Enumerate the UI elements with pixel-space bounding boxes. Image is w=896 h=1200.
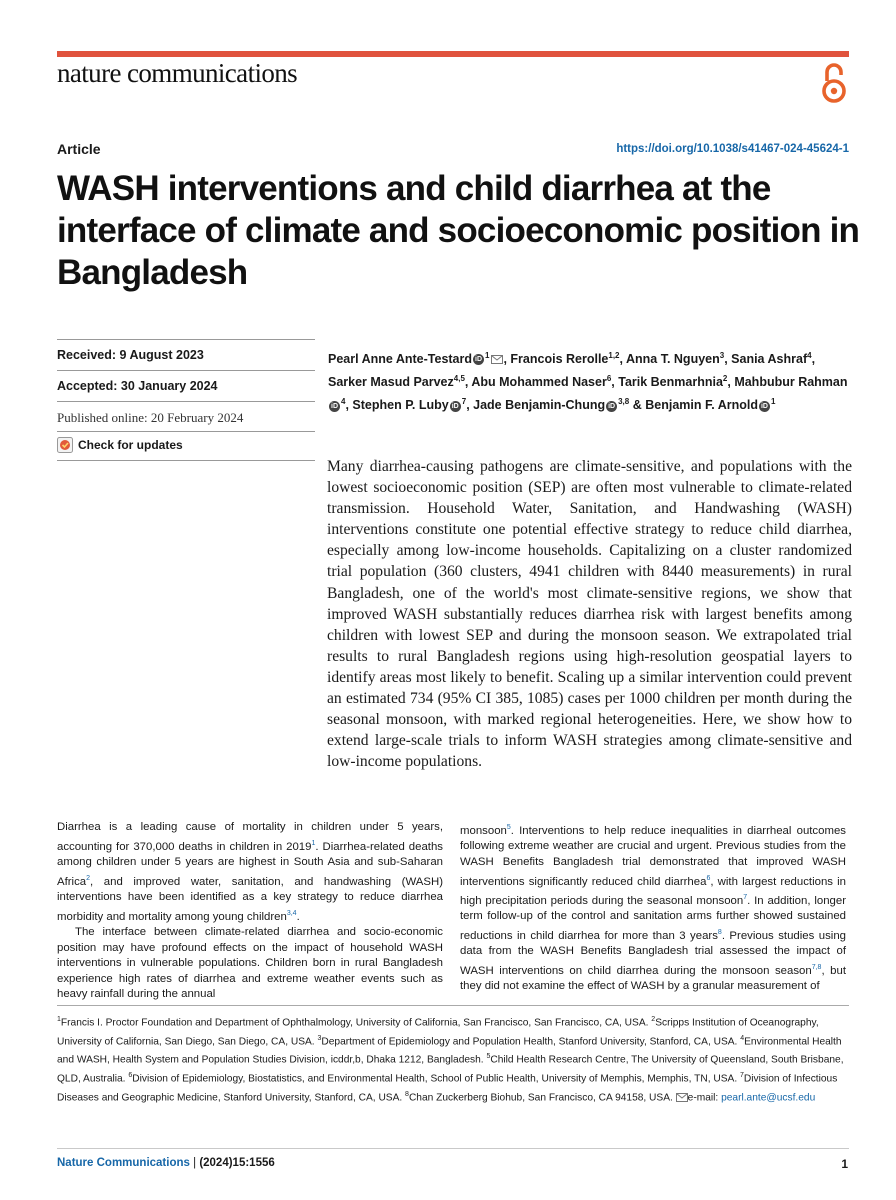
body-column-left — [57, 820, 443, 1003]
page-number: 1 — [841, 1157, 848, 1171]
author-name[interactable]: Sania Ashraf — [731, 352, 808, 367]
body-text: monsoon — [460, 824, 507, 837]
footer-divider — [57, 1148, 849, 1149]
orcid-icon[interactable]: iD — [608, 402, 616, 410]
citation-ref[interactable]: 7,8 — [811, 963, 822, 971]
footer — [57, 1157, 275, 1169]
author-name[interactable]: Jade Benjamin-Chung — [473, 398, 606, 413]
affiliations-footnote — [57, 1012, 851, 1105]
citation-ref[interactable]: 3,4 — [286, 909, 297, 917]
affiliation-text: Child Health Research Centre, The University of Queensland, South Brisbane, QLD, Australia. — [57, 1054, 844, 1085]
meta-divider — [57, 460, 315, 461]
citation-ref[interactable]: 2 — [86, 874, 91, 882]
affiliation-text: Francis I. Proctor Foundation and Department of Ophthalmology, University of California, San Francisco, San Francisco, CA, USA. — [60, 1017, 652, 1029]
affiliation-ref: 7 — [461, 397, 467, 407]
author-name[interactable]: Mahbubur Rahman — [734, 375, 848, 390]
orcid-icon[interactable]: iD — [760, 402, 768, 410]
body-text: . Interventions to help reduce inequalities in diarrheal outcomes following extreme weather are crucial and urgent. Previous studies from the WASH Benefits Bangladesh trial demonstrated that improved WASH interventions significantly reduced child diarrhea — [460, 824, 846, 888]
body-paragraph — [460, 820, 846, 995]
body-text: . Previous studies using data from the WASH Benefits Bangladesh trial assessed the impact of WASH interventions on child diarrhea during the monsoon season — [460, 929, 846, 977]
affiliation-number: 6 — [128, 1072, 133, 1080]
article-type-label: Article — [57, 141, 101, 157]
email-icon[interactable] — [491, 355, 503, 364]
affiliation-number: 4 — [740, 1034, 745, 1042]
check-updates-icon — [57, 437, 73, 453]
affiliation-ref: 6 — [606, 374, 612, 384]
body-text: . In addition, longer term follow-up of the control and sanitation arms further showed sustained reductions in child diarrhea for more than 3 years — [460, 894, 846, 942]
affiliation-number: 2 — [651, 1016, 656, 1023]
author-name[interactable]: Abu Mohammed Naser — [471, 375, 607, 390]
doi-link[interactable]: https://doi.org/10.1038/s41467-024-45624-1 — [616, 143, 849, 155]
affiliation-number: 3 — [317, 1034, 322, 1042]
citation-ref[interactable]: 6 — [706, 874, 711, 882]
check-updates-label: Check for updates — [78, 438, 183, 452]
citation-ref[interactable]: 8 — [717, 928, 722, 936]
header-accent-bar — [57, 51, 849, 57]
footer-journal-link[interactable]: Nature Communications — [57, 1157, 190, 1169]
affiliation-ref: 4 — [341, 397, 346, 407]
article-title: WASH interventions and child diarrhea at the interface of climate and socioeconomic position in Bangladesh — [57, 169, 860, 292]
orcid-icon[interactable]: iD — [331, 402, 338, 410]
body-column-right — [460, 820, 846, 995]
author-conjunction: & — [632, 398, 642, 413]
check-for-updates-button[interactable] — [57, 437, 183, 453]
citation-ref[interactable]: 5 — [506, 824, 511, 831]
body-paragraph: The interface between climate-related diarrhea and socio-economic position may have profound effects on the impact of household WASH interventions in vulnerable populations. Children born in rural Bangladesh experience high rates of diarrhea and extreme weather events such as heavy rainfall during the annual — [57, 925, 443, 1001]
affiliation-ref: 1 — [485, 351, 490, 360]
body-text: , with largest reductions in high precipitation periods during the seasonal monsoon — [460, 875, 846, 907]
affiliation-ref: 2 — [722, 374, 728, 384]
affiliation-number: 7 — [739, 1072, 744, 1080]
accepted-date: Accepted: 30 January 2024 — [57, 379, 218, 393]
email-link[interactable]: pearl.ante@ucsf.edu — [721, 1092, 816, 1104]
orcid-icon[interactable]: iD — [475, 356, 483, 364]
affiliation-text: Environmental Health and WASH, Health System and Population Studies Division, icddr,b, Dhaka 1212, Bangladesh. — [57, 1036, 842, 1066]
body-text: , and improved water, sanitation, and handwashing (WASH) interventions have been identified as a key strategy to reduce diarrhea morbidity and mortality among young children — [57, 875, 443, 923]
affiliation-ref: 4 — [807, 351, 812, 360]
abstract: Many diarrhea-causing pathogens are climate-sensitive, and populations with the lowest socioeconomic position (SEP) are often most vulnerable to climate-related transmission. Household Water, Sanitation, and Handwashing (WASH) interventions constitute one potential effective strategy to reduce child diarrhea, especially among low-income households. Capitalizing on a cluster randomized trial population (360 clusters, 4941 children with 8440 measurements) in rural Bangladesh, one of the world's most climate-sensitive regions, we show that improved WASH substantially reduces diarrhea risk with largest benefits among children with lowest SEP and during the monsoon season. We extrapolated trial results to rural Bangladesh regions using high-resolution geospatial layers to identify areas most likely to benefit. Scaling up a similar intervention could prevent an estimated 734 (95% CI 385, 1085) cases per 1000 children per month during the seasonal monsoon, with marked regional heterogeneities. Here, we show how to extend large-scale trials to inform WASH strategies among climate-sensitive and low-income populations. — [327, 458, 852, 771]
affiliation-number: 1 — [57, 1016, 61, 1023]
meta-divider — [57, 401, 315, 402]
meta-divider — [57, 431, 315, 432]
author-list: Pearl Anne Ante-Testard iD $^1$ , Francois Rerolle$^{1,2}$, Anna T. Nguyen$^3$, Sania Ashraf$^4$, Sarker Masud Parvez$^{4,5}$, Abu Mohammed Naser$^6$, Tarik Benmarhnia$^2$, Mahbubur RahmaniD $^4$, Stephen P. Luby iD $^7$, Jade Benjamin-Chung iD $^{3,8}$ & Benjamin F. Arnold iD $^1$ — [328, 351, 848, 413]
published-date: Published online: 20 February 2024 — [57, 410, 244, 425]
affiliation-ref: 4,5 — [453, 374, 465, 384]
open-access-icon — [815, 62, 853, 104]
received-date: Received: 9 August 2023 — [57, 348, 204, 362]
footnote-divider — [57, 1005, 849, 1006]
affiliation-text: Division of Infectious Diseases and Geographic Medicine, Stanford University, Stanford, CA, USA. — [57, 1073, 838, 1104]
body-text: , but they did not examine the effect of WASH by a granular measurement of — [460, 964, 846, 993]
meta-divider — [57, 339, 315, 340]
affiliation-ref: 1,2 — [608, 351, 620, 360]
affiliation-number: 5 — [486, 1053, 491, 1061]
affiliation-text: Scripps Institution of Oceanography, University of California, San Diego, San Diego, CA, USA. — [57, 1017, 819, 1048]
body-paragraph — [57, 820, 443, 925]
author-name[interactable]: Pearl Anne Ante-Testard — [328, 352, 473, 367]
orcid-icon[interactable]: iD — [451, 402, 459, 410]
journal-name: nature communications — [57, 58, 298, 88]
author-name[interactable]: Francois Rerolle — [510, 352, 609, 367]
affiliation-ref: 3 — [719, 351, 725, 360]
author-name[interactable]: Stephen P. Luby — [352, 398, 449, 413]
citation-ref[interactable]: 7 — [743, 893, 748, 901]
body-text: . Diarrhea-related deaths among children under 5 years are highest in South Asia and sub-Saharan Africa — [57, 840, 443, 888]
affiliation-text: Chan Zuckerberg Biohub, San Francisco, CA 94158, USA. — [408, 1092, 676, 1104]
affiliation-text: Department of Epidemiology and Population Health, Stanford University, Stanford, CA, USA. — [321, 1036, 741, 1048]
author-name[interactable]: Benjamin F. Arnold — [645, 398, 758, 413]
meta-divider — [57, 370, 315, 371]
affiliation-ref: 3,8 — [618, 397, 630, 407]
affiliation-ref: 1 — [770, 397, 776, 407]
author-name[interactable]: Anna T. Nguyen — [625, 352, 720, 367]
email-label: e-mail: — [687, 1092, 722, 1104]
affiliation-text: Division of Epidemiology, Biostatistics, and Environmental Health, School of Public Health, University of Memphis, Memphis, TN, USA. — [132, 1073, 740, 1085]
footer-separator: | — [189, 1157, 200, 1169]
citation-ref[interactable]: 1 — [311, 839, 316, 847]
body-text: . — [296, 910, 300, 923]
footer-volume-info: (2024)15:1556 — [199, 1157, 275, 1169]
email-icon — [676, 1093, 688, 1102]
author-name[interactable]: Tarik Benmarhnia — [618, 375, 723, 390]
body-text: Diarrhea is a leading cause of mortality in children under 5 years, accounting for 370,000 deaths in children in 2019 — [57, 821, 443, 853]
affiliation-number: 8 — [405, 1090, 409, 1098]
author-name[interactable]: Sarker Masud Parvez — [328, 375, 454, 390]
